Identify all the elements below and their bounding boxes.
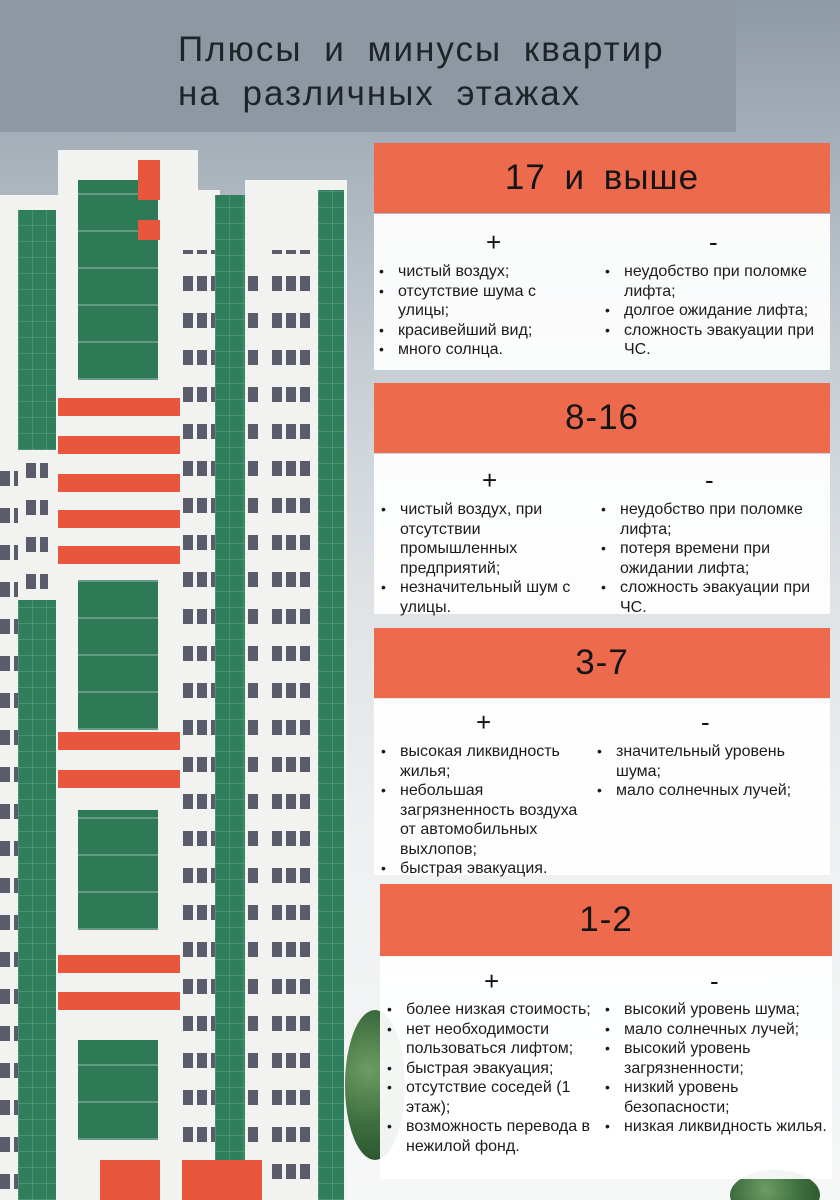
- pros-list: [378, 500, 594, 617]
- cons-list: [602, 262, 828, 360]
- page-title: [178, 28, 718, 116]
- cons-heading: -: [709, 227, 718, 257]
- list-item: • возможность перевода в нежилой фонд.: [384, 1117, 598, 1156]
- list-item: • высокий уровень загрязненности;: [602, 1039, 828, 1078]
- title-line-2: на различных этажах: [178, 74, 582, 113]
- title-line-1: Плюсы и минусы квартир: [178, 30, 665, 69]
- cons-heading: -: [705, 465, 714, 495]
- list-item: • красивейший вид;: [376, 321, 576, 341]
- list-item: • низкая ликвидность жилья.: [602, 1117, 828, 1137]
- list-item: • более низкая стоимость;: [384, 1000, 598, 1020]
- list-item: • низкий уровень безопасности;: [602, 1078, 828, 1117]
- list-item: • чистый воздух, при отсутствии промышленных предприятий;: [378, 500, 594, 578]
- pros-heading: +: [482, 465, 498, 495]
- list-item: • значительный уровень шума;: [594, 742, 824, 781]
- list-item: • сложность эвакуации при ЧС.: [602, 321, 828, 360]
- pros-list: [376, 262, 576, 360]
- list-item: • мало солнечных лучей;: [602, 1020, 828, 1040]
- building-illustration: [0, 150, 380, 1200]
- list-item: • чистый воздух;: [376, 262, 576, 282]
- section-header: 3-7: [374, 628, 830, 698]
- list-item: • неудобство при поломке лифта;: [602, 262, 828, 301]
- list-item: • отсутствие соседей (1 этаж);: [384, 1078, 598, 1117]
- pros-list: [384, 1000, 598, 1156]
- list-item: • долгое ожидание лифта;: [602, 301, 828, 321]
- pros-heading: +: [476, 707, 492, 737]
- list-item: • отсутствие шума с улицы;: [376, 282, 576, 321]
- list-item: • высокая ликвидность жилья;: [378, 742, 594, 781]
- pros-heading: +: [486, 227, 502, 257]
- cons-heading: -: [710, 966, 719, 996]
- cons-list: [594, 742, 824, 801]
- pros-heading: +: [484, 966, 500, 996]
- cons-list: [602, 1000, 828, 1137]
- list-item: • неудобство при поломке лифта;: [598, 500, 828, 539]
- list-item: • небольшая загрязненность воздуха от автомобильных выхлопов;: [378, 781, 594, 859]
- list-item: • незначительный шум с улицы.: [378, 578, 594, 617]
- list-item: • высокий уровень шума;: [602, 1000, 828, 1020]
- list-item: • нет необходимости пользоваться лифтом;: [384, 1020, 598, 1059]
- section-header: 17 и выше: [374, 143, 830, 213]
- list-item: • потеря времени при ожидании лифта;: [598, 539, 828, 578]
- section-header: 8-16: [374, 383, 830, 453]
- list-item: • быстрая эвакуация;: [384, 1059, 598, 1079]
- list-item: • сложность эвакуации при ЧС.: [598, 578, 828, 617]
- section-header: 1-2: [380, 884, 832, 956]
- cons-heading: -: [701, 707, 710, 737]
- cons-list: [598, 500, 828, 617]
- pros-list: [378, 742, 594, 879]
- list-item: • быстрая эвакуация.: [378, 859, 594, 879]
- list-item: • мало солнечных лучей;: [594, 781, 824, 801]
- list-item: • много солнца.: [376, 340, 576, 360]
